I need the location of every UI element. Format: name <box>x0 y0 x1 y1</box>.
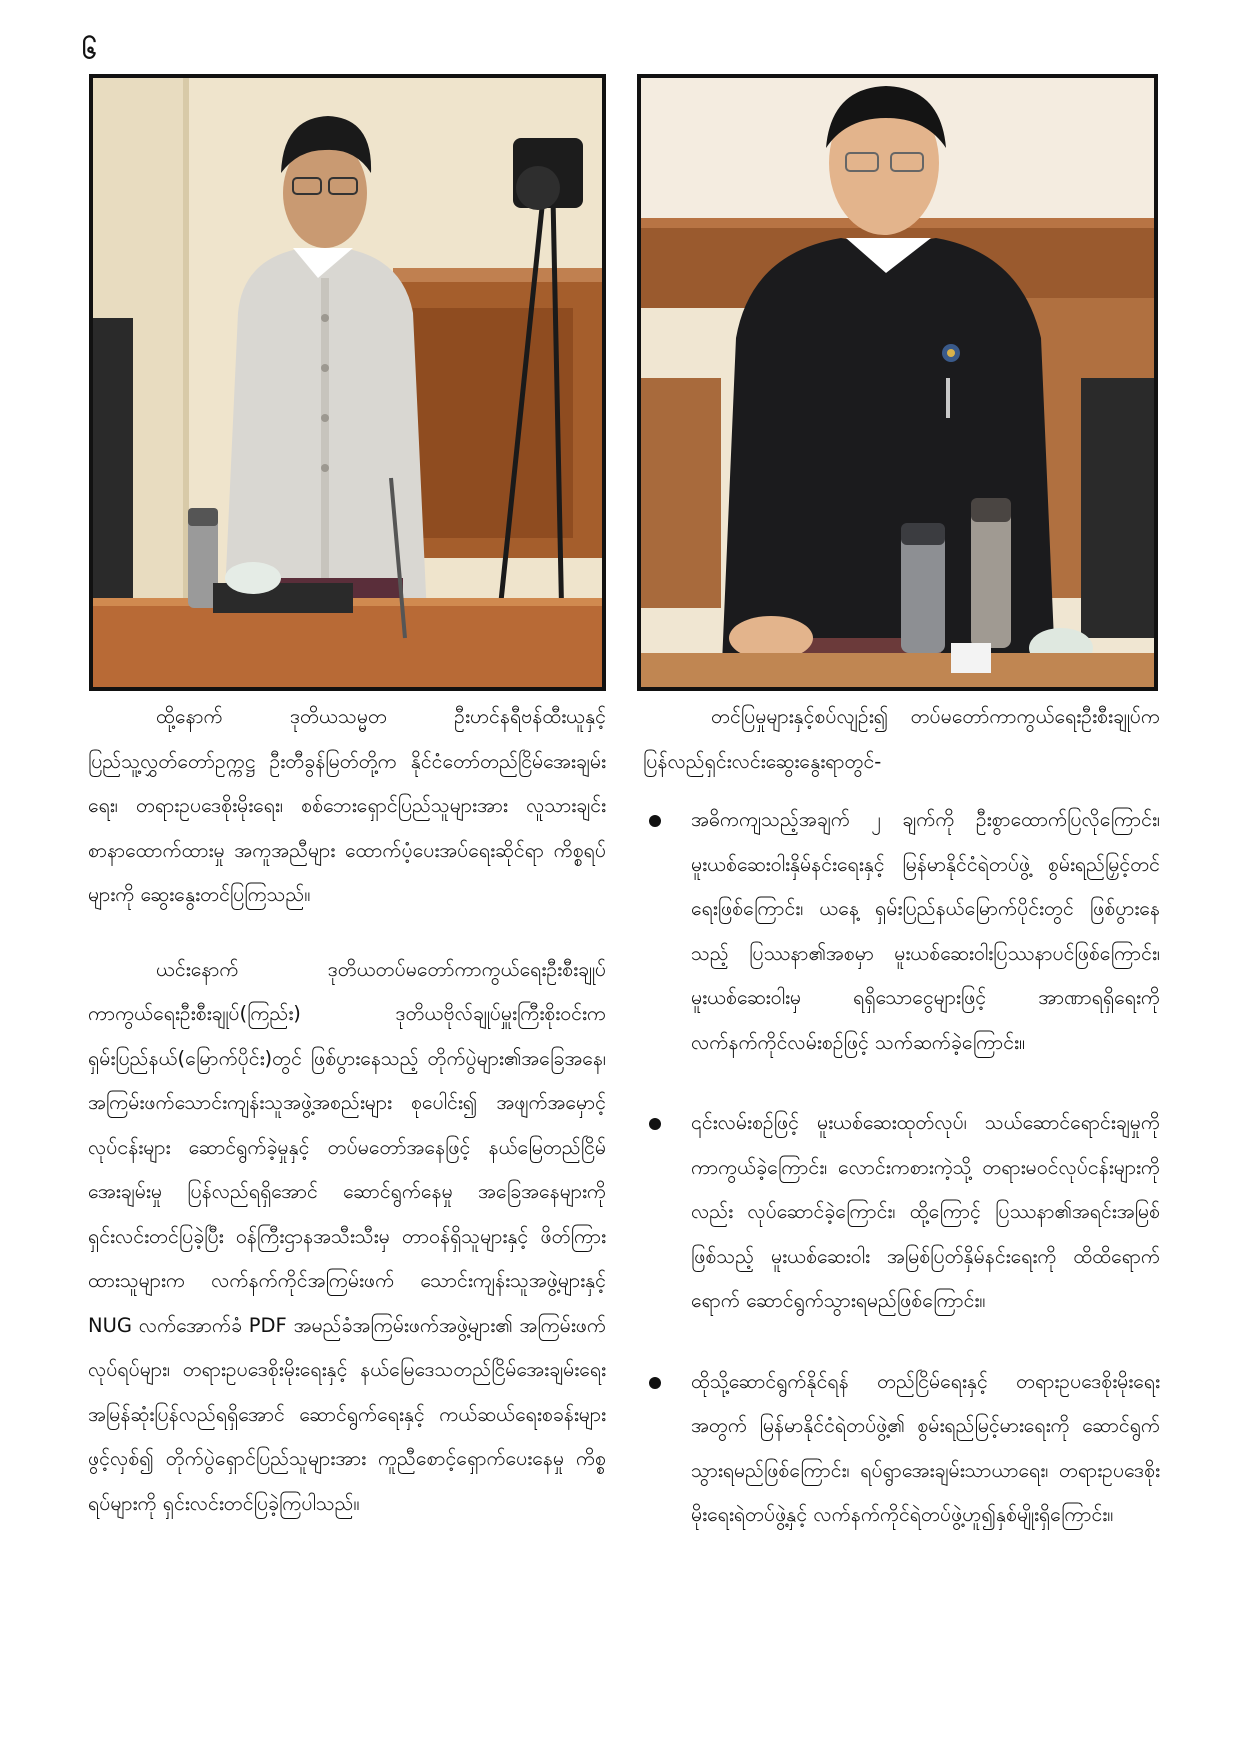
speaker-in-grey-jacket-photo <box>89 74 606 691</box>
bullet-icon <box>649 1377 661 1389</box>
body-paragraph: ထို့နောက် ဒုတိယသမ္မတ ဦးဟင်နရီဗန်ထီးယူနှင့် ပြည်သူ့လွှတ်တော်ဥက္ကဋ္ဌ ဦးတီခွန်မြတ်တို့က နိုင်ငံတော်တည်ငြိမ်အေးချမ်းရေး၊ တရားဥပဒေစိုးမိုးရေး၊ စစ်ဘေးရှောင်ပြည်သူများအား လူသားချင်းစာနာထောက်ထားမှု အကူအညီများ ထောက်ပံ့ပေးအပ်ရေးဆိုင်ရာ ကိစ္စရပ်များကို ဆွေးနွေးတင်ပြကြသည်။ <box>88 705 606 906</box>
bullet-icon <box>649 1118 661 1130</box>
page-number: ၆ <box>82 35 97 65</box>
speaker-in-black-jacket-photo <box>637 74 1158 691</box>
bullet-text: ထိုသို့ဆောင်ရွက်နိုင်ရန် တည်ငြိမ်ရေးနှင့် တရားဥပဒေစိုးမိုးရေးအတွက် မြန်မာနိုင်ငံရဲတပ်ဖွဲ့၏ စွမ်းရည်မြင့်မားရေးကို ဆောင်ရွက်သွားရမည်ဖြစ်ကြောင်း၊ ရပ်ရွာအေးချမ်းသာယာရေး၊ တရားဥပဒေစိုးမိုးရေးရဲတပ်ဖွဲ့နှင့် လက်နက်ကိုင်ရဲတပ်ဖွဲ့ဟူ၍နှစ်မျိုးရှိကြောင်း။ <box>691 1369 1160 1526</box>
bullet-item <box>643 798 1160 1065</box>
bullet-icon <box>649 815 661 827</box>
bullet-text: အဓိကကျသည့်အချက် ၂ ချက်ကို ဦးစွာထောက်ပြလိုကြောင်း၊ မူးယစ်ဆေးဝါးနှိမ်နင်းရေးနှင့် မြန်မာနိုင်ငံရဲတပ်ဖွဲ့ စွမ်းရည်မြှင့်တင်ရေးဖြစ်ကြောင်း၊ ယနေ့ ရှမ်းပြည်နယ်မြောက်ပိုင်းတွင် ဖြစ်ပွားနေသည့် ပြဿနာ၏အစမှာ မူးယစ်ဆေးဝါးပြဿနာပင်ဖြစ်ကြောင်း၊ မူးယစ်ဆေးဝါးမှ ရရှိသောငွေများဖြင့် အာဏာရရှိရေးကို လက်နက်ကိုင်လမ်းစဉ်ဖြင့် သက်ဆက်ခဲ့ကြောင်း။ <box>691 808 1160 1054</box>
body-paragraph: ယင်းနောက် ဒုတိယတပ်မတော်ကာကွယ်ရေးဦးစီးချုပ် ကာကွယ်ရေးဦးစီးချုပ်(ကြည်း) ဒုတိယဗိုလ်ချုပ်မှူးကြီးစိုးဝင်းက ရှမ်းပြည်နယ်(မြောက်ပိုင်း)တွင် ဖြစ်ပွားနေသည့် တိုက်ပွဲများ၏အခြေအနေ၊ အကြမ်းဖက်သောင်းကျန်းသူအဖွဲ့အစည်းများ စုပေါင်း၍ အဖျက်အမှောင့်လုပ်ငန်းများ ဆောင်ရွက်ခဲ့မှုနှင့် တပ်မတော်အနေဖြင့် နယ်မြေတည်ငြိမ်အေးချမ်းမှု ပြန်လည်ရရှိအောင် ဆောင်ရွက်နေမှု အခြေအနေများကို ရှင်းလင်းတင်ပြခဲ့ပြီး ဝန်ကြီးဌာနအသီးသီးမှ တာဝန်ရှိသူများနှင့် ဖိတ်ကြားထားသူများက လက်နက်ကိုင်အကြမ်းဖက် သောင်းကျန်းသူအဖွဲ့များနှင့် NUG လက်အောက်ခံ PDF အမည်ခံအကြမ်းဖက်အဖွဲ့များ၏ အကြမ်းဖက်လုပ်ရပ်များ၊ တရားဥပဒေစိုးမိုးရေးနှင့် နယ်မြေဒေသတည်ငြိမ်အေးချမ်းရေး အမြန်ဆုံးပြန်လည်ရရှိအောင် ဆောင်ရွက်ရေးနှင့် ကယ်ဆယ်ရေးစခန်းများဖွင့်လှစ်၍ တိုက်ပွဲရှောင်ပြည်သူများအား ကူညီစောင့်ရှောက်ပေးနေမှု ကိစ္စရပ်များကို ရှင်းလင်းတင်ပြခဲ့ကြပါသည်။ <box>88 957 606 1515</box>
intro-paragraph: တင်ပြမှုများနှင့်စပ်လျဉ်း၍ တပ်မတော်ကာကွယ်ရေးဦးစီးချုပ်က ပြန်လည်ရှင်းလင်းဆွေးနွေးရာတွင်- <box>643 705 1160 773</box>
left-text-column <box>88 695 606 1526</box>
bullet-item <box>643 1360 1160 1538</box>
bullet-item <box>643 1101 1160 1324</box>
bullet-text: ၎င်းလမ်းစဉ်ဖြင့် မူးယစ်ဆေးထုတ်လုပ်၊ သယ်ဆောင်ရောင်းချမှုကို ကာကွယ်ခဲ့ကြောင်း၊ လောင်းကစားကဲ့သို့ တရားမဝင်လုပ်ငန်းများကိုလည်း လုပ်ဆောင်ခဲ့ကြောင်း၊ ထို့ကြောင့် ပြဿနာ၏အရင်းအမြစ်ဖြစ်သည့် မူးယစ်ဆေးဝါး အမြစ်ပြတ်နှိမ်နင်းရေးကို ထိထိရောက်ရောက် ဆောင်ရွက်သွားရမည်ဖြစ်ကြောင်း။ <box>691 1111 1160 1312</box>
right-text-column <box>643 695 1160 1574</box>
bullet-list <box>643 798 1160 1538</box>
